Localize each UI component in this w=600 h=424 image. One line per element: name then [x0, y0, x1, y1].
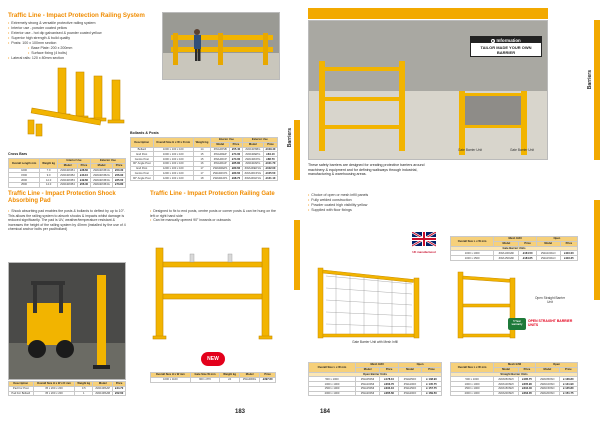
table-cell: 900 x 870 — [190, 377, 220, 382]
table-cell: £109.40 — [264, 147, 278, 152]
table-cell: ZWA4RAP1G — [242, 176, 263, 181]
table-cell: ZWA150SO — [536, 386, 560, 391]
table-cell: ZWA4RSAB — [93, 391, 113, 396]
gate-barrier-table — [450, 236, 578, 261]
table-cell: ZWA4RCB4 — [58, 182, 78, 187]
table-cell: ZWA4RCB3 — [58, 178, 78, 183]
table-row — [309, 391, 442, 396]
feature-item: • Exterior use - hot dip galvanised & powder coated yellow — [8, 31, 158, 36]
table-cell: 14 — [193, 147, 210, 152]
information-title: Information — [496, 37, 521, 43]
col-header: Price — [113, 163, 126, 168]
gate-product-shot — [310, 258, 436, 344]
table-cell: ZWA200O — [399, 391, 422, 396]
table-cell: 12.0 — [40, 178, 58, 183]
posts-illustration — [20, 58, 160, 138]
table-cell: 2000 — [9, 178, 40, 183]
side-tab-label: Barriers — [587, 70, 593, 90]
side-tab — [594, 20, 600, 160]
shock-pad-table — [8, 381, 126, 396]
feature-item: • Posts: 100 x 100mm section — [8, 41, 158, 46]
feature-item: • Lateral rails: 120 x 80mm section — [8, 56, 158, 61]
group-header: Mesh Infill — [494, 363, 536, 368]
table-cell: £203.70 — [380, 382, 399, 387]
open-straight-label: OPEN STRAIGHT BARRIER UNITS — [528, 319, 573, 327]
table-row — [131, 176, 278, 181]
table-cell: £164.50 — [519, 251, 536, 256]
caption-gate-1: Gate Barrier Unit — [458, 148, 482, 152]
new-badge: NEW — [201, 352, 225, 366]
table-cell: £ 141.90 — [559, 382, 577, 387]
col-header: Weight kg — [40, 159, 58, 169]
table-cell: ZWA4RCB1G — [90, 168, 112, 173]
table-cell: £43.10 — [78, 173, 91, 178]
shock-pad-body — [9, 386, 126, 396]
table-cell: ZWA100MI — [355, 382, 379, 387]
feature-item: • Surface fixing (4 bolts) — [8, 51, 158, 56]
table-cell: ZWA200SO — [536, 391, 560, 396]
straight-barrier-body — [451, 377, 578, 396]
table-cell: ZWA100SMI — [494, 382, 519, 387]
gate-product-shot — [150, 232, 276, 350]
group-header: Interior Use — [58, 159, 91, 164]
table-cell: £55.40 — [230, 147, 242, 152]
warranty-label: 5 Year warranty — [511, 319, 523, 326]
group-header: Mesh Infill — [494, 237, 537, 242]
col-header: Weight kg — [220, 373, 240, 378]
col-header: Price — [78, 163, 91, 168]
col-header: Overall Length mm — [9, 159, 40, 169]
page-184 — [300, 0, 600, 424]
table-cell: ZWA4RCB2 — [58, 173, 78, 178]
col-header: Weight kg — [75, 382, 93, 387]
table-cell: £234.10 — [380, 386, 399, 391]
posts-product-shot — [20, 58, 160, 138]
railing-illustration — [163, 13, 280, 80]
forklift-illustration — [9, 263, 126, 380]
bollards-body — [131, 147, 278, 180]
feature-item: • Interior use - powder coated yellow — [8, 26, 158, 31]
table-cell: End Post — [131, 152, 154, 157]
page-number: 183 — [235, 409, 246, 415]
table-cell: ZWA4REPG — [242, 152, 263, 157]
col-header: Weight kg — [193, 138, 210, 148]
col-header: Price — [518, 367, 535, 372]
table-cell: 1500 x 1000 — [309, 386, 356, 391]
col-header: Price — [230, 142, 242, 147]
table-cell: ZWA4REP1 — [211, 166, 230, 171]
col-header: Gate Size W mm — [190, 373, 220, 378]
col-header: Price — [264, 142, 278, 147]
table-cell: ZWA150SMI — [494, 386, 519, 391]
table-cell: £ 157.75 — [421, 386, 441, 391]
feature-item: • Supplied with floor fixings — [308, 208, 438, 213]
feature-item: • Base Plate: 200 x 200mm — [8, 46, 158, 51]
table-cell: ZWA050SMI — [494, 377, 519, 382]
intro-text: These safety barriers are designed for creating protective barriers around machinery & equipment and for defining walkways through industrial, manufacturing & warehousing areas. — [308, 163, 425, 177]
table-cell: £234.40 — [518, 386, 535, 391]
table-cell: Centre Post — [131, 157, 154, 162]
shock-pad-title: Traffic Line - Impact Protection Shock Absorbing Pad — [8, 191, 116, 204]
table-cell: ZWA200MI — [355, 391, 379, 396]
table-cell: £56.90 — [113, 173, 126, 178]
table-cell: £101.70 — [264, 161, 278, 166]
group-header: Exterior Use — [242, 138, 277, 143]
shock-pad-description — [8, 209, 126, 232]
table-cell: £ 151.75 — [559, 391, 577, 396]
table-cell: Bollard — [131, 147, 154, 152]
table-cell: £397.60 — [260, 377, 276, 382]
information-text: TAILOR MADE YOUR OWN BARRIER — [480, 44, 532, 55]
warranty-badge — [508, 318, 526, 330]
sub-header: Gate Barrier Units — [451, 246, 578, 251]
col-header: Overall Size H x W x D mm — [33, 382, 75, 387]
table-cell: 17 — [193, 166, 210, 171]
table-cell: ZWA150GMI — [494, 256, 519, 261]
information-box — [470, 36, 542, 57]
open-barrier-shot — [450, 264, 578, 344]
table-cell: £ 138.90 — [421, 377, 441, 382]
table-cell: £98.70 — [230, 176, 242, 181]
table-cell: £56.40 — [78, 182, 91, 187]
table-cell: 1200 x 100 x 100 — [153, 176, 193, 181]
table-cell: 1000 x 1000 — [451, 251, 494, 256]
col-header: Model — [355, 367, 379, 372]
table-cell: £205.90 — [518, 382, 535, 387]
gate-illustration — [150, 232, 276, 350]
table-cell: £265.60 — [380, 391, 399, 396]
group-header: Mesh Infill — [355, 363, 398, 368]
shock-pad-photo — [8, 262, 126, 380]
uk-manufactured-label: UK manufactured — [412, 250, 436, 254]
table-cell: 15 — [193, 157, 210, 162]
caption-open: Open Straight Barrier Unit — [534, 296, 566, 304]
table-cell: ZWA150O — [399, 386, 422, 391]
open-barrier-illustration — [450, 264, 578, 344]
table-cell: £110.00 — [560, 251, 577, 256]
table-cell: ZWA4RSB — [211, 147, 230, 152]
table-cell: 17 — [193, 171, 210, 176]
col-header: Price — [559, 367, 577, 372]
group-header: Open — [536, 237, 577, 242]
table-cell: ZWA4RAPG — [242, 161, 263, 166]
table-cell: Pad For Post — [9, 386, 34, 391]
side-tab-label-lower: Site Safety & Premises — [287, 228, 293, 283]
table-cell: £65.00 — [113, 178, 126, 183]
table-cell: ZWA4RCPG — [242, 157, 263, 162]
table-cell: £178.10 — [380, 377, 399, 382]
table-cell: £ 145.80 — [559, 386, 577, 391]
col-header: Description — [131, 138, 154, 148]
table-cell: ZWA050SO — [536, 377, 560, 382]
table-cell: £ 169.50 — [421, 391, 441, 396]
col-header: Model — [90, 163, 112, 168]
col-header: Model — [211, 142, 230, 147]
info-icon: i — [492, 38, 494, 43]
feature-item: • Superior high strength & build quality — [8, 36, 158, 41]
table-cell: £121.10 — [264, 176, 278, 181]
table-cell: 2000 x 1000 — [451, 391, 494, 396]
table-cell: 15 — [193, 152, 210, 157]
col-header: Price — [421, 367, 441, 372]
group-header: Interior Use — [211, 138, 242, 143]
col-header: Price — [560, 241, 577, 246]
table-cell: 1000 x 100 x 100 — [153, 152, 193, 157]
table-cell: £80.60 — [230, 166, 242, 171]
group-header: Exterior Use — [90, 159, 125, 164]
straight-barrier-table — [450, 362, 578, 396]
table-cell: 500 x 1000 — [309, 377, 356, 382]
gate-body — [151, 377, 276, 382]
table-cell: 1500 — [9, 173, 40, 178]
table-cell: ZWA4RSBG — [242, 147, 263, 152]
table-cell: 2000 x 1000 — [309, 391, 356, 396]
group-header: Open — [536, 363, 578, 368]
table-cell: 90° Angle Post — [131, 161, 154, 166]
col-header: Overall Size H x W x D mm — [153, 138, 193, 148]
table-cell: 500 x 1000 — [451, 377, 494, 382]
table-cell: ZWA100GMI — [494, 251, 519, 256]
table-cell: ZWA150MI — [355, 386, 379, 391]
col-header: Model — [494, 367, 519, 372]
col-header: Price — [113, 382, 126, 387]
table-cell: ZWA100GO — [536, 251, 560, 256]
col-header: Model — [93, 382, 113, 387]
col-header: Price — [260, 373, 276, 378]
col-header: Model — [536, 367, 560, 372]
table-cell: 18 — [193, 176, 210, 181]
table-cell: £38.60 — [78, 168, 91, 173]
table-cell: 35 x 200 x 200 — [33, 386, 75, 391]
open-barrier-table — [308, 362, 442, 396]
table-cell: ZWA050MI — [355, 377, 379, 382]
table-cell: 1500 x 1000 — [451, 386, 494, 391]
table-cell: 1000 x 1000 — [309, 382, 356, 387]
table-cell: ZWA4RCB2G — [90, 173, 112, 178]
table-cell: ZWA4RCP — [211, 157, 230, 162]
col-header: Model — [58, 163, 78, 168]
open-barrier-body — [309, 377, 442, 396]
col-header: Overall Size L x W mm — [451, 363, 494, 373]
table-cell: £73.80 — [113, 182, 126, 187]
feature-item: • Choice of open or mesh infill panels — [308, 193, 438, 198]
col-header: Price — [380, 367, 399, 372]
gate-table — [150, 372, 276, 383]
side-tab-label-lower: Site Safety & Premises — [587, 220, 593, 275]
table-cell: 1000 x 100 x 100 — [153, 147, 193, 152]
table-cell: £85.80 — [230, 161, 242, 166]
table-cell: 1000 x 1500 — [451, 256, 494, 261]
table-row — [451, 391, 578, 396]
col-header: Model — [494, 241, 519, 246]
bollards-table — [130, 137, 278, 181]
barrier-features — [308, 193, 438, 213]
uk-flag-badge — [412, 232, 436, 252]
feature-item: • Fully welded construction — [308, 198, 438, 203]
table-cell: 2500 — [9, 182, 40, 187]
table-cell: £44.70 — [113, 386, 126, 391]
table-cell: 35 x 200 x 200 — [33, 391, 75, 396]
col-header: Model — [239, 373, 259, 378]
table-cell: 1200 x 100 x 100 — [153, 171, 193, 176]
table-cell: £74.00 — [230, 157, 242, 162]
col-header: Price — [519, 241, 536, 246]
feature-item: • Extremely strong & versatile protective railing system — [8, 21, 158, 26]
caption-mesh: Gate Barrier Unit with Mesh Infill — [352, 340, 398, 344]
uk-flag-icon — [412, 232, 436, 252]
table-cell: £80.60 — [230, 171, 242, 176]
table-cell: 1000 x 100 x 100 — [153, 161, 193, 166]
page-title: Traffic Line - Impact Protection Railing System — [8, 12, 145, 19]
col-header: Model — [399, 367, 422, 372]
table-cell: £184.65 — [519, 256, 536, 261]
table-cell: End Post — [131, 166, 154, 171]
table-cell: ZWA4RCB4G — [90, 182, 112, 187]
sub-header: Straight Barrier Units — [451, 372, 578, 377]
table-cell: ZWA050O — [399, 377, 422, 382]
col-header: Model — [536, 241, 560, 246]
table-cell: £185.75 — [518, 377, 535, 382]
table-cell: Centre Post — [131, 171, 154, 176]
table-cell: 1200 x 100 x 100 — [153, 166, 193, 171]
side-tab-lower — [594, 200, 600, 300]
table-cell: ZWA4RCP1 — [211, 171, 230, 176]
table-cell: 1000 — [9, 168, 40, 173]
crossbars-table — [8, 158, 126, 188]
col-header: Overall Size H x W mm — [151, 373, 191, 378]
table-row — [9, 391, 126, 396]
table-cell: £74.00 — [230, 152, 242, 157]
table-cell: £49.60 — [78, 178, 91, 183]
col-header: Overall Size L x W mm — [309, 363, 356, 373]
table-cell: 14.0 — [40, 182, 58, 187]
table-cell: £84.10 — [264, 152, 278, 157]
railing-photo — [162, 12, 280, 80]
table-cell: ZWA4RAP — [211, 161, 230, 166]
table-cell: 24 — [220, 377, 240, 382]
bollards-heading: Bollards & Posts — [130, 131, 159, 135]
table-cell: £88.70 — [264, 157, 278, 162]
table-cell: 90° Angle Post — [131, 176, 154, 181]
table-cell: ZWA4RSAP — [93, 386, 113, 391]
sub-header: Open Barrier Units — [309, 372, 442, 377]
table-cell: ZWA100O — [399, 382, 422, 387]
table-row — [451, 256, 578, 261]
table-cell: £116.25 — [560, 256, 577, 261]
gate-title: Traffic Line - Impact Protection Railing Gate — [150, 191, 275, 197]
page-number: 184 — [320, 409, 331, 415]
table-cell: ZWA4RAP1 — [211, 176, 230, 181]
table-cell: 1000 x 100 x 100 — [153, 157, 193, 162]
crossbars-body — [9, 168, 126, 187]
crossbars-heading: Cross Bars — [8, 152, 28, 156]
table-cell: 0.5 — [75, 386, 93, 391]
table-cell: ZWA4RRG — [239, 377, 259, 382]
group-header: Open — [399, 363, 442, 368]
table-cell: ZWA100SO — [536, 382, 560, 387]
table-cell: £102.00 — [264, 166, 278, 171]
table-cell: ZWA150GO — [536, 256, 560, 261]
table-cell: £52.60 — [113, 391, 126, 396]
table-cell: £50.30 — [113, 168, 126, 173]
side-tab-label: Barriers — [287, 128, 293, 148]
gate-feature: • Designed to fix to end posts, centre posts or corner posts & can be hung on the left or right hand side — [150, 209, 276, 218]
table-cell: £ 136.80 — [559, 377, 577, 382]
table-cell: £ 145.75 — [421, 382, 441, 387]
col-header: Description — [9, 382, 34, 387]
table-cell: 1000 x 1100 — [151, 377, 191, 382]
table-row — [151, 377, 276, 382]
feature-list — [8, 21, 158, 61]
table-cell: ZWA200SMI — [494, 391, 519, 396]
table-cell: 16 — [193, 161, 210, 166]
gate-feature: • Can be manually opened 90° inwards or outwards — [150, 218, 276, 223]
table-cell: 1000 x 1000 — [451, 382, 494, 387]
caption-gate-2: Gate Barrier Unit — [510, 148, 534, 152]
gate-barrier-illustration — [310, 258, 436, 344]
table-cell: Pad For Bollard — [9, 391, 34, 396]
table-cell: £263.35 — [518, 391, 535, 396]
table-cell: ZWA4REP1G — [242, 166, 263, 171]
col-header: Overall Size L x W mm — [451, 237, 494, 247]
col-header: Model — [242, 142, 263, 147]
page-title-bar — [308, 8, 548, 19]
table-cell: 7.0 — [40, 168, 58, 173]
table-row — [9, 182, 126, 187]
table-cell: ZWA4REP — [211, 152, 230, 157]
shock-pad-text: • Shock absorbing pad enables the posts & bollards to deflect by up to 10°. This allows the railing system to absorb shocks & impacts whilst damage is reduced significantly. The pad is UV, weather/temperature resistant & increases the height of the railing system by 40mm (installed by the use of 4 chemical anchor bolts per pad/bollard) — [8, 209, 126, 232]
table-cell: ZWA4RCP1G — [242, 171, 263, 176]
table-cell: ZWA4RCB3G — [90, 178, 112, 183]
gate-description — [150, 209, 276, 223]
table-cell: 1 — [75, 391, 93, 396]
gate-barrier-body — [451, 251, 578, 261]
table-cell: ZWA4RCB1 — [58, 168, 78, 173]
table-cell: £105.50 — [264, 171, 278, 176]
feature-item: • Powder coated high visibility yellow — [308, 203, 438, 208]
table-cell: 9.0 — [40, 173, 58, 178]
